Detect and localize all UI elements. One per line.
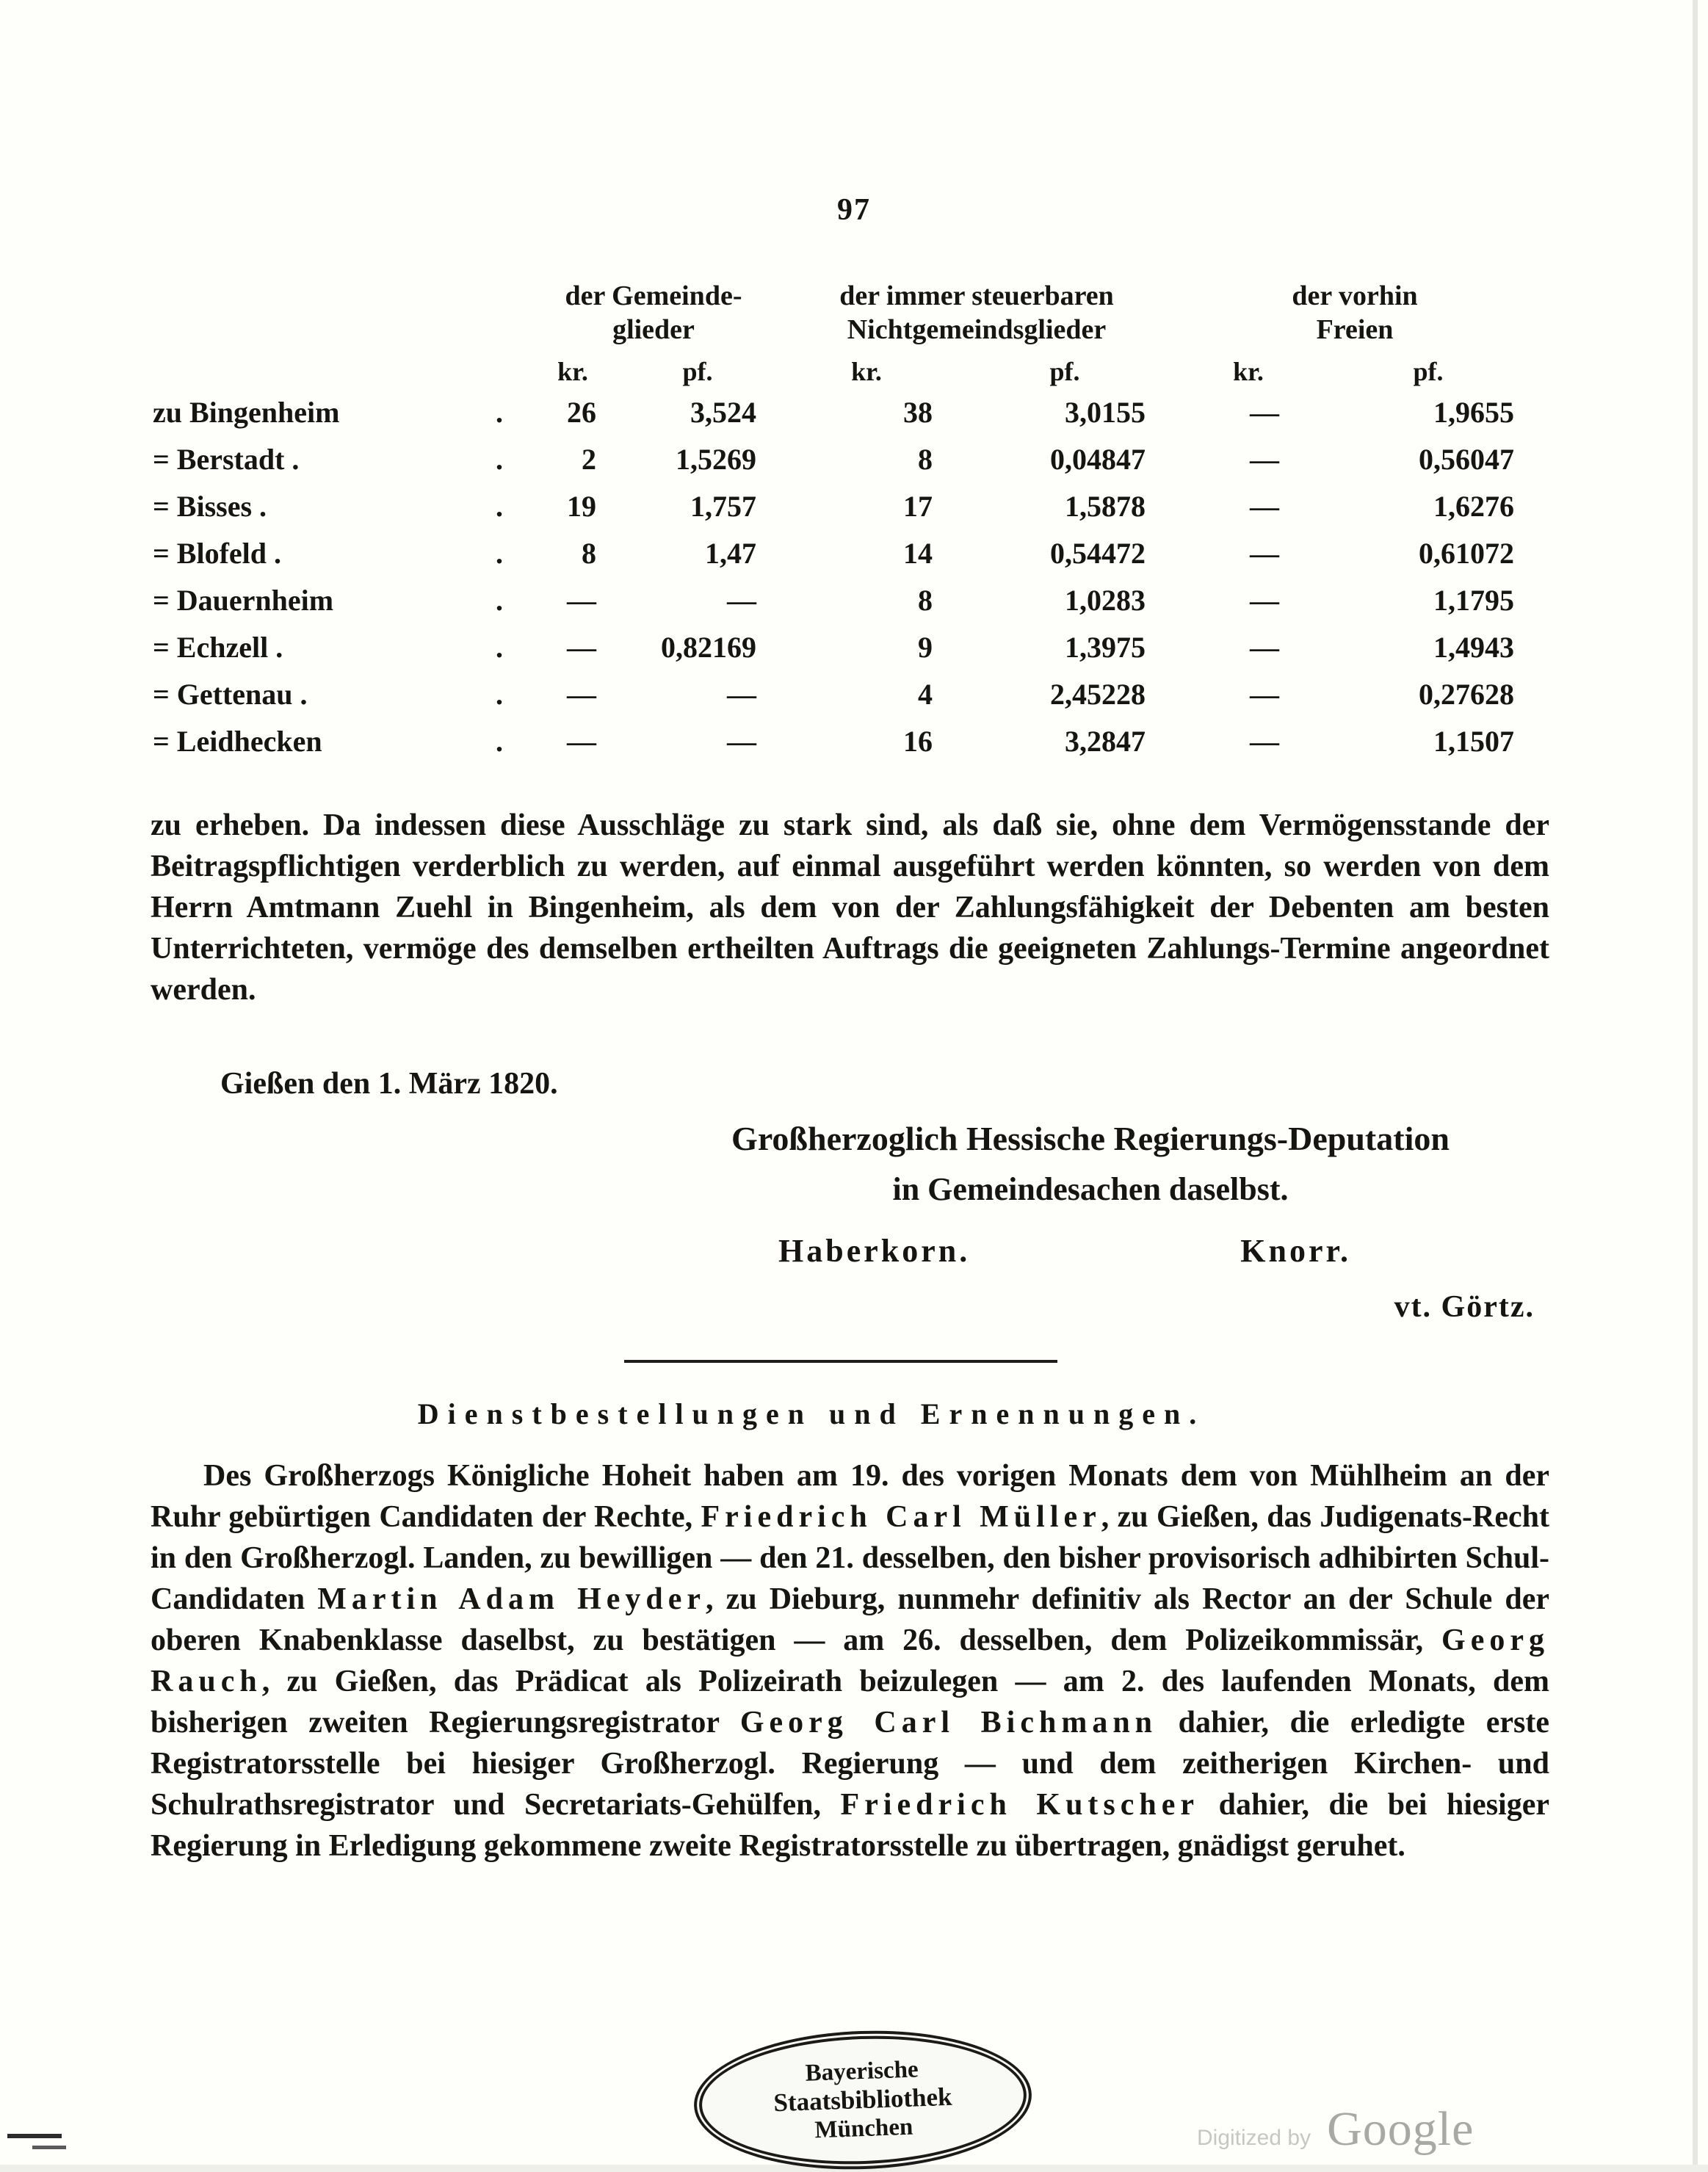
row-dot: . — [496, 490, 503, 523]
column-group-nichtgemeindsglieder — [778, 279, 1175, 347]
cell-value: — — [727, 584, 756, 617]
cell-value: 0,61072 — [1419, 537, 1514, 570]
row-dot: . — [496, 443, 503, 476]
person-name: Martin Adam Heyder — [317, 1582, 706, 1616]
text-run: dahier, die bei hiesiger Regierung in Erledigung gekommene zweite Registratorsstelle zu übertragen, gnädigst geruhet. — [151, 1788, 1549, 1863]
group-label-line: der Gemeinde- — [565, 280, 742, 311]
paragraph-appointments — [151, 1455, 1549, 1867]
row-dot: . — [496, 396, 503, 429]
text-run: Des Großherzogs Königliche Hoheit haben am 19. des vorigen Monats dem von Mühlheim an der Ruhr gebürtigen Candidaten der Rechte, — [151, 1459, 1549, 1534]
cell-value: 8 — [582, 537, 596, 570]
section-divider — [624, 1360, 1057, 1363]
scan-artifact — [7, 2134, 62, 2138]
unit-header-kr: kr. — [851, 357, 882, 386]
library-stamp — [692, 2025, 1034, 2172]
text-run: dahier, die erledigte erste Registratorsstelle bei hiesiger Großherzogl. Regierung — und dem zeitherigen Kirchen- und Schulrathsregistrator und Secretariats-Gehülfen, — [151, 1706, 1549, 1822]
group-label-line: der immer steuerbaren — [839, 280, 1114, 311]
paragraph-assessment: zu erheben. Da indessen diese Ausschläge zu stark sind, als daß sie, ohne dem Vermögensstande der Beitragspflichtigen verderblich zu werden, auf einmal ausgeführt werden könnten, so werden von dem Herrn Amtmann Zuehl in Bingenheim, als dem von der Zahlungsfähigkeit der Debenten am besten Unterrichteten, vermöge des demselben ertheilten Auftrags die geeigneten Zahlungs-Termine angeordnet werden. — [151, 808, 1549, 1007]
cell-value: 1,1795 — [1433, 584, 1514, 617]
signature-authority-line2: in Gemeindesachen daselbst. — [892, 1171, 1289, 1207]
digitization-watermark — [1197, 2102, 1474, 2157]
text-run: , zu Dieburg, nunmehr definitiv als Rector an der Schule der oberen Knabenklasse daselbst, zu bestätigen — am 26. desselben, dem Polizeikommissär, — [151, 1582, 1549, 1657]
table-row-berstadt — [147, 436, 1535, 483]
unit-header-kr: kr. — [557, 357, 588, 386]
cell-value: 1,0283 — [1065, 584, 1146, 617]
cell-value: — — [1250, 725, 1279, 758]
text-run: , zu Gießen, das Judigenats-Recht in den Großherzogl. Landen, zu bewilligen — den 21. desselben, den bisher provisorisch adhibirten Schul-Candidaten — [151, 1500, 1549, 1616]
table-unit-header — [147, 354, 1535, 389]
signature-countersign: vt. Görtz. — [1394, 1290, 1535, 1324]
cell-value: 1,6276 — [1433, 490, 1514, 523]
group-label-line: der vorhin — [1292, 280, 1418, 311]
unit-header-pf: pf. — [1049, 357, 1080, 386]
cell-value: 9 — [918, 631, 933, 664]
cell-value: 19 — [567, 490, 596, 523]
cell-value: 0,27628 — [1419, 678, 1514, 711]
table-row-gettenau — [147, 671, 1535, 718]
cell-value: 1,47 — [705, 537, 756, 570]
cell-value: — — [1250, 631, 1279, 664]
stamp-line: München — [814, 2113, 913, 2144]
cell-value: — — [567, 678, 596, 711]
row-label: = Echzell . — [153, 631, 283, 664]
page-number: 97 — [837, 193, 871, 227]
group-label-line: Freien — [1316, 314, 1394, 345]
cell-value: 0,82169 — [661, 631, 756, 664]
cell-value: — — [1250, 678, 1279, 711]
row-dot: . — [496, 725, 503, 758]
row-dot: . — [496, 631, 503, 664]
table-group-header — [147, 279, 1535, 347]
row-label: zu Bingenheim — [153, 396, 340, 429]
row-label: = Berstadt . — [153, 443, 300, 476]
cell-value: 1,9655 — [1433, 396, 1514, 429]
group-label-line: glieder — [612, 314, 695, 345]
cell-value: 1,4943 — [1433, 631, 1514, 664]
table-row-bisses — [147, 483, 1535, 530]
cell-value: — — [567, 584, 596, 617]
cell-value: — — [1250, 396, 1279, 429]
row-label: = Dauernheim — [153, 584, 334, 617]
section-heading: Dienstbestellungen und Ernennungen. — [417, 1397, 1206, 1430]
cell-value: — — [567, 631, 596, 664]
scan-artifact — [32, 2146, 66, 2149]
cell-value: — — [1250, 443, 1279, 476]
cell-value: 1,1507 — [1433, 725, 1514, 758]
cell-value: 1,757 — [690, 490, 756, 523]
cell-value: 0,54472 — [1050, 537, 1146, 570]
scan-artifact — [1693, 0, 1698, 2172]
column-group-vorhin-freien — [1175, 279, 1535, 347]
row-label: = Gettenau . — [153, 678, 308, 711]
cell-value: 38 — [903, 396, 933, 429]
cell-value: 0,04847 — [1050, 443, 1146, 476]
assessment-table — [147, 279, 1535, 765]
signature-authority-line1: Großherzoglich Hessische Regierungs-Deputation — [731, 1120, 1450, 1157]
cell-value: 8 — [918, 584, 933, 617]
table-row-dauernheim — [147, 577, 1535, 624]
table-row-blofeld — [147, 530, 1535, 577]
cell-value: 2,45228 — [1050, 678, 1146, 711]
unit-header-pf: pf. — [682, 357, 713, 386]
cell-value: 3,0155 — [1065, 396, 1146, 429]
text-run: , zu Gießen, das Prädicat als Polizeirath beizulegen — am 2. des laufenden Monats, dem bisherigen zweiten Regierungsregistrator — [151, 1665, 1549, 1740]
cell-value: 1,3975 — [1065, 631, 1146, 664]
signature-name-knorr: Knorr. — [1240, 1233, 1351, 1269]
table-row-leidhecken — [147, 718, 1535, 765]
cell-value: — — [727, 725, 756, 758]
cell-value: — — [727, 678, 756, 711]
cell-value: — — [1250, 537, 1279, 570]
cell-value: 14 — [903, 537, 933, 570]
group-label-line: Nichtgemeindsglieder — [847, 314, 1107, 345]
cell-value: — — [1250, 584, 1279, 617]
cell-value: 3,2847 — [1065, 725, 1146, 758]
table-row-echzell — [147, 624, 1535, 671]
cell-value: 17 — [903, 490, 933, 523]
cell-value: — — [1250, 490, 1279, 523]
cell-value: 8 — [918, 443, 933, 476]
unit-header-kr: kr. — [1233, 357, 1264, 386]
row-dot: . — [496, 537, 503, 570]
stamp-line: Bayerische — [805, 2056, 919, 2087]
signature-names — [778, 1232, 1351, 1270]
cell-value: 0,56047 — [1419, 443, 1514, 476]
google-logo: Google — [1327, 2102, 1474, 2156]
cell-value: 1,5269 — [676, 443, 756, 476]
column-group-gemeindeglieder — [529, 279, 778, 347]
row-dot: . — [496, 678, 503, 711]
signature-name-haberkorn: Haberkorn. — [778, 1233, 971, 1269]
person-name: Friedrich Kutscher — [840, 1788, 1200, 1822]
cell-value: 4 — [918, 678, 933, 711]
row-label: = Blofeld . — [153, 537, 282, 570]
digitized-by-label: Digitized by — [1197, 2126, 1311, 2150]
cell-value: 2 — [582, 443, 596, 476]
person-name: Georg Carl Bichmann — [739, 1706, 1158, 1740]
stamp-line: Staatsbibliothek — [772, 2082, 953, 2118]
cell-value: — — [567, 725, 596, 758]
person-name: Friedrich Carl Müller — [701, 1500, 1101, 1534]
dateline: Gießen den 1. März 1820. — [220, 1067, 558, 1101]
cell-value: 3,524 — [690, 396, 756, 429]
unit-header-pf: pf. — [1413, 357, 1444, 386]
cell-value: 1,5878 — [1065, 490, 1146, 523]
row-label: = Bisses . — [153, 490, 267, 523]
row-label: = Leidhecken — [153, 725, 322, 758]
person-name: Georg Rauch — [151, 1623, 1549, 1698]
cell-value: 16 — [903, 725, 933, 758]
cell-value: 26 — [567, 396, 596, 429]
row-dot: . — [496, 584, 503, 617]
table-row-bingenheim — [147, 389, 1535, 436]
